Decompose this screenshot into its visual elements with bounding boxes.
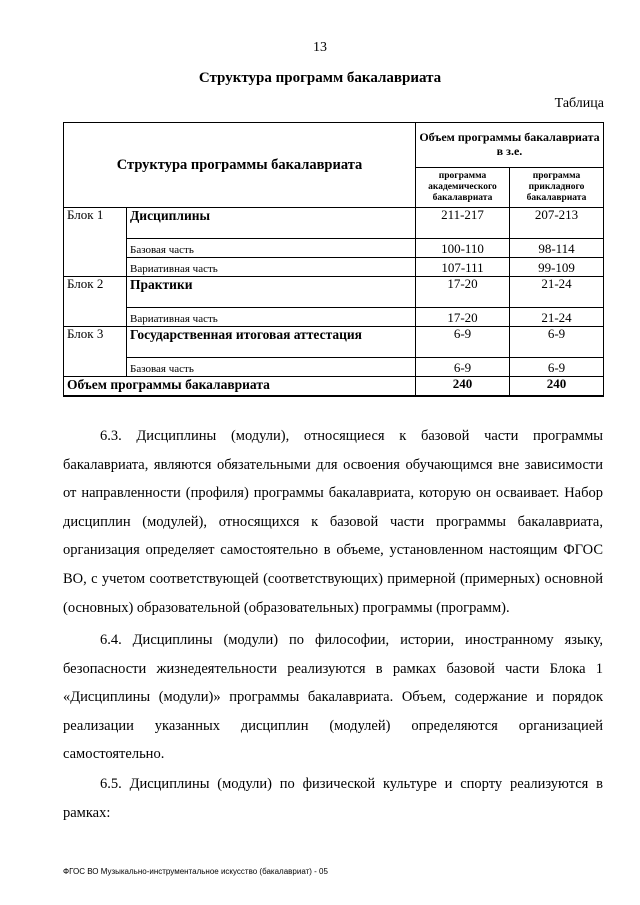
block1-var-name: Вариативная часть [127, 258, 416, 277]
table-row-block2 [64, 277, 604, 308]
header-volume: Объем программы бакалавриата в з.е. [416, 123, 604, 168]
block3-name: Государственная итоговая аттестация [127, 327, 416, 358]
paragraph-6-3-text: 6.3. Дисциплины (модули), относящиеся к базовой части программы бакалавриата, являются обязательными для освоения обучающимся вне зависимости от направленности (профиля) программы бакалавриата, которую он осваивает. Набор дисциплин (модулей), относящихся к базовой части программы бакалавриата, организация определяет самостоятельно в объеме, установленном настоящим ФГОС ВО, с учетом соответствующей (соответствующих) примерной (примерных) основной (основных) образовательной (образовательных) программы (программ). [63, 428, 603, 616]
header-applied: программа прикладного бакалавриата [510, 168, 604, 208]
block3-label: Блок 3 [64, 327, 127, 377]
page-title: Структура программ бакалавриата [198, 70, 442, 86]
block2-applied: 21-24 [510, 277, 604, 308]
page-number: 13 [313, 40, 327, 55]
block3-base-applied: 6-9 [510, 358, 604, 377]
table-label: Таблица [554, 96, 604, 111]
block2-var-academic: 17-20 [416, 308, 510, 327]
block2-label: Блок 2 [64, 277, 127, 327]
paragraph-6-5-text: 6.5. Дисциплины (модули) по физической культуре и спорту реализуются в рамках: [63, 776, 603, 821]
block3-academic: 6-9 [416, 327, 510, 358]
block2-academic: 17-20 [416, 277, 510, 308]
block1-name: Дисциплины [127, 208, 416, 239]
block3-base-name: Базовая часть [127, 358, 416, 377]
header-structure: Структура программы бакалавриата [64, 123, 416, 208]
block1-base-applied: 98-114 [510, 239, 604, 258]
block2-var-name: Вариативная часть [127, 308, 416, 327]
paragraph-6-4-text: 6.4. Дисциплины (модули) по философии, истории, иностранному языку, безопасности жизнедеятельности реализуются в рамках базовой части Блока 1 «Дисциплины (модули)» программы бакалавриата. Объем, содержание и порядок реализации указанных дисциплин (модулей) определяются организацией самостоятельно. [63, 632, 603, 763]
paragraph-6-3 [63, 422, 603, 622]
block1-base-academic: 100-110 [416, 239, 510, 258]
block1-var-academic: 107-111 [416, 258, 510, 277]
total-academic: 240 [416, 377, 510, 397]
table-row-total [64, 377, 604, 397]
table-row-block3 [64, 327, 604, 358]
block2-name: Практики [127, 277, 416, 308]
total-name: Объем программы бакалавриата [64, 377, 416, 397]
block2-var-applied: 21-24 [510, 308, 604, 327]
page-footer: ФГОС ВО Музыкально-инструментальное искусство (бакалавриат) - 05 [63, 867, 328, 876]
block1-label: Блок 1 [64, 208, 127, 277]
table-row-block2-variative [64, 308, 604, 327]
table-row-block1-base [64, 239, 604, 258]
structure-table [63, 122, 604, 397]
block1-base-name: Базовая часть [127, 239, 416, 258]
block3-base-academic: 6-9 [416, 358, 510, 377]
paragraph-6-4 [63, 626, 603, 769]
table-row-block1 [64, 208, 604, 239]
table-header-row [64, 123, 604, 168]
header-academic: программа академического бакалавриата [416, 168, 510, 208]
block1-var-applied: 99-109 [510, 258, 604, 277]
table-row-block3-base [64, 358, 604, 377]
table-row-block1-variative [64, 258, 604, 277]
paragraph-6-5 [63, 770, 603, 827]
block1-applied: 207-213 [510, 208, 604, 239]
block1-academic: 211-217 [416, 208, 510, 239]
block3-applied: 6-9 [510, 327, 604, 358]
total-applied: 240 [510, 377, 604, 397]
